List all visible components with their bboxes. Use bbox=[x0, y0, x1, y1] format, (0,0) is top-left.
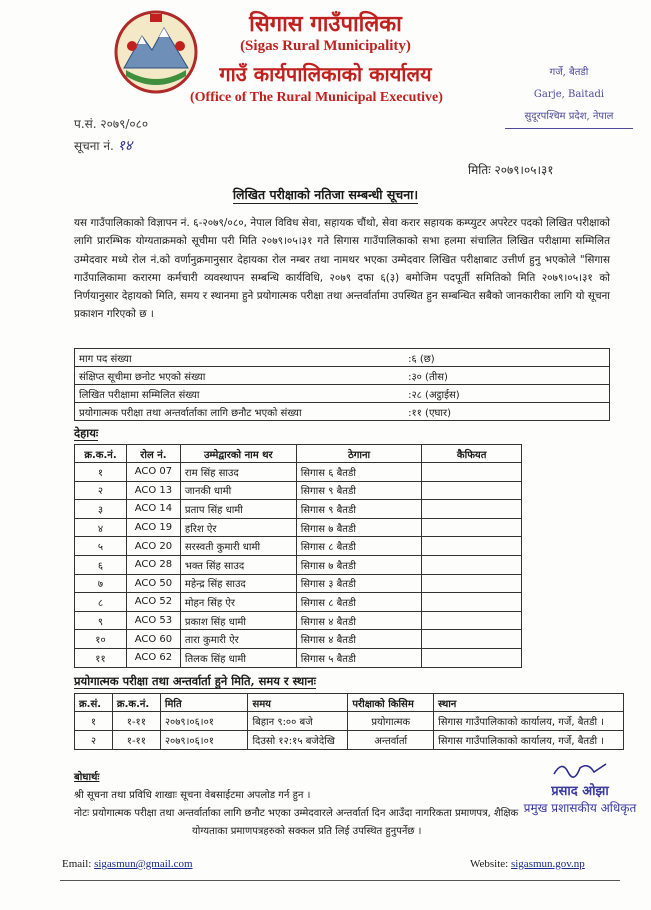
candidate-roll: ACO 60 bbox=[126, 630, 180, 649]
candidate-roll: ACO 07 bbox=[126, 463, 180, 482]
note-line-2: योग्यताका प्रमाणपत्रहरुको सक्कल प्रति लिई उपस्थित हुनुपर्नेछ । bbox=[192, 826, 422, 837]
office-name-english: (Office of The Rural Municipal Executive) bbox=[190, 90, 443, 105]
table-row bbox=[75, 481, 522, 500]
table-row bbox=[75, 574, 522, 593]
candidate-roll: ACO 62 bbox=[126, 648, 180, 667]
email-link[interactable]: sigasmun@gmail.com bbox=[94, 858, 193, 870]
table-row bbox=[75, 500, 522, 519]
candidate-remark bbox=[422, 630, 522, 649]
candidate-address: सिगास ९ बैतडी bbox=[296, 500, 422, 519]
office-name-nepali: गाउँ कार्यपालिकाको कार्यालय bbox=[219, 62, 432, 86]
summary-row bbox=[75, 367, 610, 385]
exam-header-cell: स्थान bbox=[434, 694, 624, 712]
candidate-sn: ४ bbox=[75, 518, 127, 537]
candidate-remark bbox=[422, 500, 522, 519]
candidate-address: सिगास ८ बैतडी bbox=[296, 593, 422, 612]
candidate-remark bbox=[422, 593, 522, 612]
candidates-header-cell: कैफियत bbox=[422, 445, 522, 463]
exam-time: दिउसो १२:१५ बजेदेखि bbox=[248, 731, 348, 750]
candidate-remark bbox=[422, 555, 522, 574]
candidate-name: तारा कुमारी ऐर bbox=[180, 630, 296, 649]
candidates-table bbox=[74, 444, 522, 668]
table-row bbox=[75, 648, 522, 667]
summary-label: माग पद संख्या bbox=[75, 349, 405, 367]
exam-date: २०७९।०६।०१ bbox=[160, 731, 248, 750]
candidate-roll: ACO 20 bbox=[126, 537, 180, 556]
summary-row bbox=[75, 349, 610, 367]
candidate-name: मोहन सिंह ऐर bbox=[180, 593, 296, 612]
summary-label: संक्षिप्त सूचीमा छनोट भएको संख्या bbox=[75, 367, 405, 385]
exam-type: अन्तर्वार्ता bbox=[348, 731, 434, 750]
candidate-address: सिगास ८ बैतडी bbox=[296, 537, 422, 556]
notes-block bbox=[74, 769, 518, 841]
exam-range: १-११ bbox=[112, 731, 160, 750]
notice-number: १४ bbox=[117, 138, 133, 154]
candidate-roll: ACO 53 bbox=[126, 611, 180, 630]
candidate-name: महेन्द्र सिंह साउद bbox=[180, 574, 296, 593]
notice-label: सूचना नं. bbox=[74, 139, 114, 153]
candidate-roll: ACO 50 bbox=[126, 574, 180, 593]
candidates-label: देहायः bbox=[74, 426, 99, 440]
ps-value: २०७९/०८० bbox=[100, 117, 149, 131]
exam-header-cell: क्र.सं. bbox=[75, 694, 113, 712]
candidate-address: सिगास ७ बैतडी bbox=[296, 518, 422, 537]
handwritten-signature bbox=[550, 758, 610, 780]
exam-place: सिगास गाउँपालिकाको कार्यालय, गर्जे, बैतडी । bbox=[434, 731, 624, 750]
candidate-address: सिगास ५ बैतडी bbox=[296, 648, 422, 667]
table-row bbox=[75, 593, 522, 612]
summary-row bbox=[75, 385, 610, 403]
exam-header-cell: क्र.क.नं. bbox=[112, 694, 160, 712]
candidate-address: सिगास ९ बैतडी bbox=[296, 481, 422, 500]
signatory-designation: प्रमुख प्रशासकीय अधिकृत bbox=[523, 801, 637, 815]
candidate-sn: ३ bbox=[75, 500, 127, 519]
candidate-roll: ACO 52 bbox=[126, 593, 180, 612]
signature-block bbox=[515, 758, 645, 816]
summary-row bbox=[75, 403, 610, 421]
summary-value: :२८ (अट्ठाईस) bbox=[404, 385, 609, 403]
candidate-sn: १० bbox=[75, 630, 127, 649]
footer-divider bbox=[60, 880, 620, 881]
candidate-sn: ६ bbox=[75, 555, 127, 574]
notice-date: मितिः २०७९।०५।३१ bbox=[468, 163, 554, 177]
municipality-name-english: (Sigas Rural Municipality) bbox=[240, 38, 411, 54]
candidate-name: राम सिंह साउद bbox=[180, 463, 296, 482]
exam-time: बिहान ९:०० बजे bbox=[248, 712, 348, 731]
summary-value: :६ (छ) bbox=[404, 349, 609, 367]
candidate-name: भक्त सिंह साउद bbox=[180, 555, 296, 574]
website-link[interactable]: sigasmun.gov.np bbox=[510, 858, 585, 870]
table-row bbox=[75, 731, 624, 750]
candidate-name: तिलक सिंह धामी bbox=[180, 648, 296, 667]
notice-body: यस गाउँपालिकाको विज्ञापन नं. ६-२०७९/०८०, नेपाल विविध सेवा, सहायक चौंथो, सेवा करार सहायक कम्प्युटर अपरेटर पदको लिखित परीक्षाको लागि प्रारम्भिक योग्यताक्रमको सूचीमा परी मिति २०७९।०५।३१ गते सिगास गाउँपालिकाको सभा हलमा संचालित लिखित परीक्षामा सम्मिलित उम्मेदवार मध्ये रोल नं.को वर्णानुक्रमानुसार देहायका रोल नम्बर तथा नामथर भएका उम्मेदवार लिखित परीक्षाबाट उत्तीर्ण हुनु भएकोले "सिगास गाउँपालिकामा करारमा कर्मचारी व्यवस्थापन सम्बन्धि कार्यविधि, २०७९ दफा ६(३) बमोजिम पदपूर्ती समितिको मिति २०७९।०५।३१ को निर्णयानुसार देहायको मिति, समय र स्थानमा हुने प्रयोगात्मक परीक्षा तथा अन्तर्वार्तामा उपस्थित हुन सम्बन्धित सबैको जानकारीका लागि यो सूचना प्रकाशन गरिएको छ । bbox=[74, 217, 610, 321]
exam-place: सिगास गाउँपालिकाको कार्यालय, गर्जे, बैतडी । bbox=[434, 712, 624, 731]
candidate-remark bbox=[422, 574, 522, 593]
candidate-address: सिगास ७ बैतडी bbox=[296, 555, 422, 574]
candidates-header-cell: क्र.क.नं. bbox=[75, 445, 127, 463]
candidate-remark bbox=[422, 537, 522, 556]
table-row bbox=[75, 555, 522, 574]
candidates-header-cell: रोल नं. bbox=[126, 445, 180, 463]
exam-sn: १ bbox=[75, 712, 113, 731]
table-row bbox=[75, 611, 522, 630]
exam-range: १-११ bbox=[112, 712, 160, 731]
reference-block bbox=[74, 113, 148, 157]
stamp-line-2: Garje, Baitadi bbox=[533, 89, 605, 100]
candidate-sn: ७ bbox=[75, 574, 127, 593]
exam-header-cell: मिति bbox=[160, 694, 248, 712]
address-stamp bbox=[505, 62, 633, 134]
table-row bbox=[75, 463, 522, 482]
exam-schedule-label: प्रयोगात्मक परीक्षा तथा अन्तर्वार्ता हुने मिति, समय र स्थानः bbox=[74, 674, 316, 688]
candidate-address: सिगास ४ बैतडी bbox=[296, 630, 422, 649]
candidate-sn: १ bbox=[75, 463, 127, 482]
notice-title: लिखित परीक्षाको नतिजा सम्बन्धी सूचना। bbox=[232, 187, 419, 202]
footer-email: Email: sigasmun@gmail.com bbox=[62, 858, 193, 870]
exam-schedule-table bbox=[74, 693, 624, 750]
table-row bbox=[75, 712, 624, 731]
candidate-sn: ८ bbox=[75, 593, 127, 612]
exam-sn: २ bbox=[75, 731, 113, 750]
exam-header-cell: परीक्षाको किसिम bbox=[348, 694, 434, 712]
candidate-address: सिगास ६ बैतडी bbox=[296, 463, 422, 482]
exam-type: प्रयोगात्मक bbox=[348, 712, 434, 731]
candidate-name: सरस्वती कुमारी धामी bbox=[180, 537, 296, 556]
ps-label: प.सं. bbox=[74, 117, 97, 131]
footer-website: Website: sigasmun.gov.np bbox=[470, 858, 585, 870]
candidate-name: हरिश ऐर bbox=[180, 518, 296, 537]
exam-date: २०७९।०६।०१ bbox=[160, 712, 248, 731]
candidates-header-cell: उम्मेद्वारको नाम थर bbox=[180, 445, 296, 463]
candidate-remark bbox=[422, 518, 522, 537]
candidate-remark bbox=[422, 648, 522, 667]
signatory-name: प्रसाद ओझा bbox=[551, 784, 609, 799]
stamp-line-3: सुदूरपश्चिम प्रदेश, नेपाल bbox=[505, 106, 633, 129]
summary-value: :३० (तीस) bbox=[404, 367, 609, 385]
municipality-name-nepali: सिगास गाउँपालिका bbox=[249, 11, 402, 37]
candidates-header-cell: ठेगाना bbox=[296, 445, 422, 463]
summary-label: लिखित परीक्षामा सम्मिलित संख्या bbox=[75, 385, 405, 403]
candidate-address: सिगास ४ बैतडी bbox=[296, 611, 422, 630]
candidate-sn: ९ bbox=[75, 611, 127, 630]
summary-value: :११ (एघार) bbox=[404, 403, 609, 421]
table-row bbox=[75, 537, 522, 556]
candidate-name: प्रताप सिंह धामी bbox=[180, 500, 296, 519]
candidate-name: जानकी धामी bbox=[180, 481, 296, 500]
cc-label: बोधार्थः bbox=[74, 772, 100, 783]
stamp-line-1: गर्जे, बैतडी bbox=[549, 67, 589, 78]
summary-table bbox=[74, 348, 610, 421]
candidate-remark bbox=[422, 463, 522, 482]
candidate-name: प्रकाश सिंह धामी bbox=[180, 611, 296, 630]
candidate-sn: २ bbox=[75, 481, 127, 500]
candidate-roll: ACO 13 bbox=[126, 481, 180, 500]
candidate-roll: ACO 19 bbox=[126, 518, 180, 537]
candidate-remark bbox=[422, 611, 522, 630]
candidate-sn: ११ bbox=[75, 648, 127, 667]
candidate-roll: ACO 28 bbox=[126, 555, 180, 574]
candidate-remark bbox=[422, 481, 522, 500]
note-line-1: नोटः प्रयोगात्मक परीक्षा तथा अन्तर्वार्ताका लागि छनौट भएका उम्मेदवारले अन्तर्वार्ता दिन आउँदा नागरिकता प्रमाणपत्र, शैक्षिक bbox=[74, 808, 519, 819]
exam-header-cell: समय bbox=[248, 694, 348, 712]
candidate-sn: ५ bbox=[75, 537, 127, 556]
candidate-address: सिगास ३ बैतडी bbox=[296, 574, 422, 593]
cc-line: श्री सूचना तथा प्रविधि शाखाः सूचना वेबसाईटमा अपलोड गर्न हुन । bbox=[74, 790, 311, 801]
table-row bbox=[75, 630, 522, 649]
summary-label: प्रयोगात्मक परीक्षा तथा अन्तर्वार्ताका लागि छनौट भएको संख्या bbox=[75, 403, 405, 421]
candidate-roll: ACO 14 bbox=[126, 500, 180, 519]
table-row bbox=[75, 518, 522, 537]
